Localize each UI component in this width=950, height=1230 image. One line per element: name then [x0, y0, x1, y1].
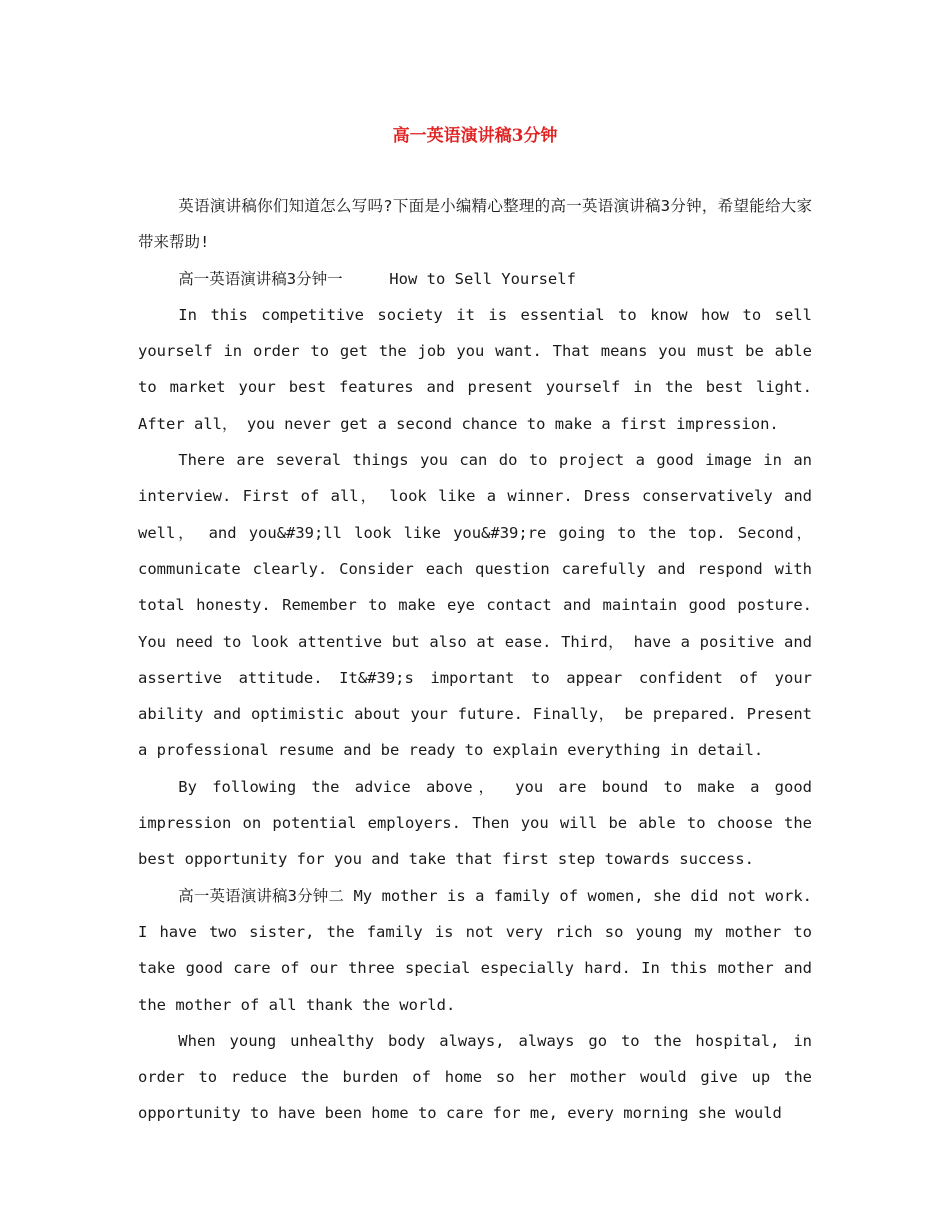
body-paragraph: When young unhealthy body always, always go to the hospital, in order to reduce the burden of home so her mother would give up the opportunity to have been home to care for me, every morning she would — [138, 1031, 812, 1123]
document-body — [138, 188, 812, 1132]
intro-paragraph: 英语演讲稿你们知道怎么写吗?下面是小编精心整理的高一英语演讲稿3分钟，希望能给大家带来帮助! — [138, 197, 812, 252]
speech-two-paragraph: 高一英语演讲稿3分钟二 My mother is a family of women, she did not work. I have two sister, the family is not very rich so young my mother to take good care of our three special especially hard. In this mother and the mother of all thank the world. — [138, 886, 812, 1014]
document-title: 高一英语演讲稿3分钟 — [392, 126, 558, 146]
speech-one-heading: 高一英语演讲稿3分钟一 How to Sell Yourself — [178, 269, 576, 288]
body-paragraph: There are several things you can do to project a good image in an interview. First of all， look like a winner. Dress conservatively and well， and you&#39;ll look like you&#39;re going to the top. Second， communicate clearly. Consider each question carefully and respond with total honesty. Remember to make eye contact and maintain good posture. You need to look attentive but also at ease. Third， have a positive and assertive attitude. It&#39;s important to appear confident of your ability and optimistic about your future. Finally， be prepared. Present a professional resume and be ready to explain everything in detail. — [138, 451, 812, 760]
body-paragraph: In this competitive society it is essential to know how to sell yourself in order to get the job you want. That means you must be able to market your best features and present yourself in the best light. After all， you never get a second chance to make a first impression. — [138, 305, 812, 433]
body-paragraph: By following the advice above， you are bound to make a good impression on potential employers. Then you will be able to choose the best opportunity for you and take that first step towards success. — [138, 777, 812, 869]
